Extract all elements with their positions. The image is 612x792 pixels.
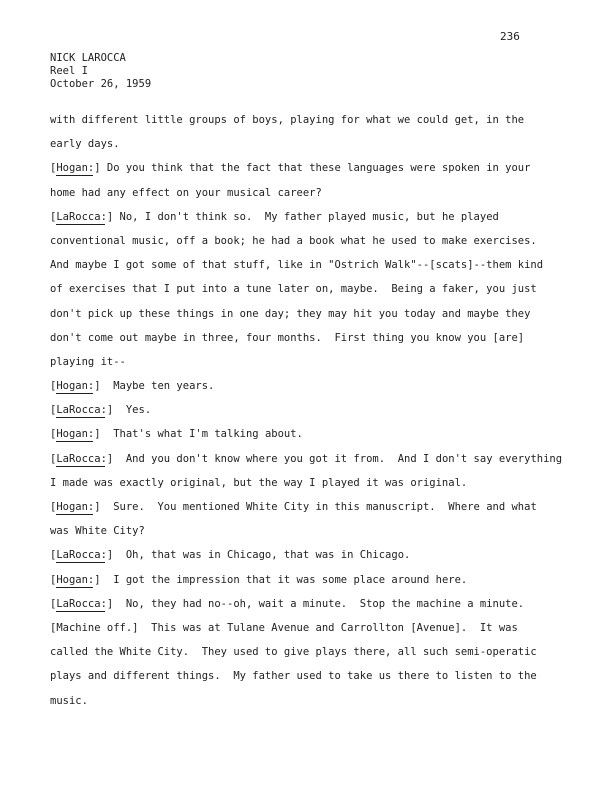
transcript-line xyxy=(50,475,550,499)
transcript-line xyxy=(50,330,550,354)
line-text: I got the impression that it was some place around here. xyxy=(100,573,468,586)
line-text: don't pick up these things in one day; they may hit you today and maybe they xyxy=(50,307,531,320)
line-text: Do you think that the fact that these languages were spoken in your xyxy=(100,162,531,175)
transcript-line xyxy=(50,668,550,692)
line-text: conventional music, off a book; he had a book what he used to make exercises. xyxy=(50,234,537,247)
speaker-label: [LaRocca:] xyxy=(50,210,114,223)
transcript-line xyxy=(50,693,550,717)
line-text: No, they had no--oh, wait a minute. Stop the machine a minute. xyxy=(113,597,525,610)
speaker-label: [Hogan:] xyxy=(50,380,101,393)
speaker-label: [LaRocca:] xyxy=(50,404,114,417)
line-text: of exercises that I put into a tune later on, maybe. Being a faker, you just xyxy=(50,283,537,296)
line-text: plays and different things. My father used to take us there to listen to the xyxy=(50,670,537,683)
line-text: with different little groups of boys, playing for what we could get, in the xyxy=(50,114,525,126)
interviewee-name: NICK LAROCCA xyxy=(50,52,126,64)
transcript-line xyxy=(50,354,550,378)
speaker-label: [LaRocca:] xyxy=(50,597,114,610)
speaker-label: [Hogan:] xyxy=(50,573,101,586)
page-number: 236 xyxy=(500,30,520,43)
transcript-line xyxy=(50,136,550,160)
line-text: called the White City. They used to give plays there, all such semi-operatic xyxy=(50,646,537,659)
transcript-line xyxy=(50,402,550,426)
line-text: I made was exactly original, but the way I played it was original. xyxy=(50,476,468,489)
transcript-line xyxy=(50,378,550,402)
speaker-label: [Hogan:] xyxy=(50,501,101,513)
transcript-line xyxy=(50,620,550,644)
line-text: No, I don't think so. My father played music, but he played xyxy=(113,210,499,223)
line-text: playing it-- xyxy=(50,355,126,368)
transcript-line xyxy=(50,306,550,330)
speaker-label: [LaRocca:] xyxy=(50,452,114,465)
line-text: Maybe ten years. xyxy=(100,380,215,393)
transcript-line xyxy=(50,426,550,450)
transcript-line xyxy=(50,596,550,620)
reel-label: Reel I xyxy=(50,65,88,77)
transcript-body xyxy=(50,112,563,717)
transcript-line xyxy=(50,209,550,233)
transcript-line xyxy=(50,572,550,596)
transcript-line xyxy=(50,499,550,523)
line-text: Sure. You mentioned White City in this manuscript. Where and what xyxy=(100,501,537,513)
transcript-line xyxy=(50,257,550,281)
line-text: Oh, that was in Chicago, that was in Chicago. xyxy=(113,549,411,562)
line-text: was White City? xyxy=(50,525,145,538)
line-text: music. xyxy=(50,694,88,707)
transcript-line xyxy=(50,233,550,257)
speaker-label: [Hogan:] xyxy=(50,162,101,175)
transcript-line xyxy=(50,185,550,209)
line-text: home had any effect on your musical career? xyxy=(50,186,322,199)
line-text: And maybe I got some of that stuff, like in "Ostrich Walk"--[scats]--them kind xyxy=(50,259,544,272)
transcript-line xyxy=(50,451,563,475)
transcript-line xyxy=(50,281,550,305)
speaker-label: [Hogan:] xyxy=(50,428,101,441)
transcript-line xyxy=(50,112,550,136)
line-text: [Machine off.] This was at Tulane Avenue and Carrollton [Avenue]. It was xyxy=(50,621,518,634)
transcript-line xyxy=(50,547,550,571)
transcript-header xyxy=(50,52,151,91)
transcript-line xyxy=(50,160,550,184)
line-text: That's what I'm talking about. xyxy=(100,428,303,441)
line-text: Yes. xyxy=(113,404,152,417)
interview-date: October 26, 1959 xyxy=(50,78,152,90)
transcript-line xyxy=(50,523,550,547)
line-text: And you don't know where you got it from. And I don't say everything xyxy=(113,452,563,465)
transcript-line xyxy=(50,644,550,668)
speaker-label: [LaRocca:] xyxy=(50,549,114,562)
line-text: early days. xyxy=(50,138,120,151)
line-text: don't come out maybe in three, four months. First thing you know you [are] xyxy=(50,331,525,344)
